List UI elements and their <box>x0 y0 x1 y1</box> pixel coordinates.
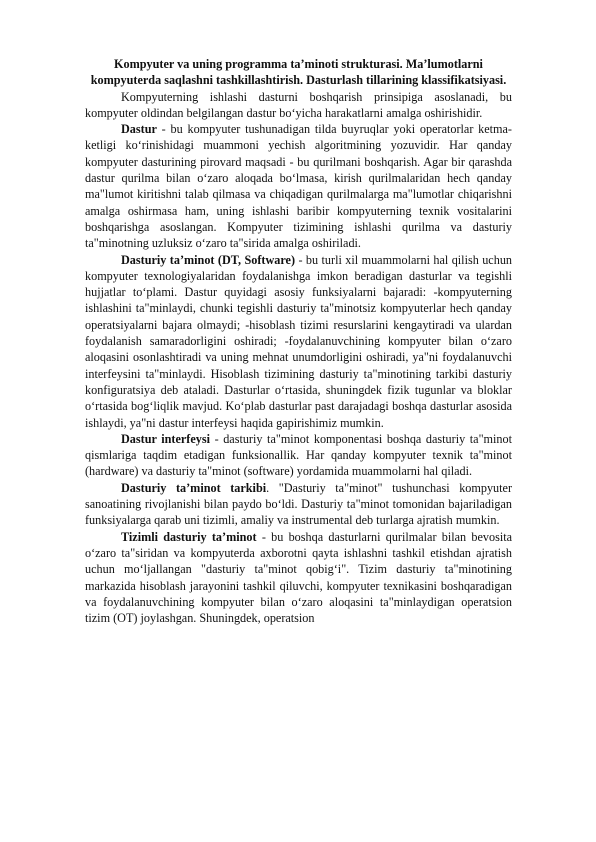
paragraph-text: . "Dasturiy ta"minot" tushunchasi kompyuter sanoatining rivojlanishi bilan paydo bo‘ldi. Dasturiy ta"minot tomonidan bajariladigan funksiyalarga qarab uni tizimli, amaliy va instrumental deb turlarga ajratish mumkin. <box>85 480 513 528</box>
paragraph-text: - bu turli xil muammolarni hal qilish uchun kompyuter texnologiyalaridan foydalanishga imkon beradigan dasturlar va tegishli hujjatlar to‘plami. Dastur quyidagi asosiy funksiyalarni bajaradi: -kompyuterning ishlashini ta"minlaydi, chunki tegishli dasturiy ta"minotsiz kompyuterlar hech qanday operatsiyalarni bajara olmaydi; -hisoblash tizimi resurslarini kengaytiradi va ulardan foydalanish samaradorligini oshiradi; -foydalanuvchining kompyuter bilan o‘zaro aloqasini osonlashtiradi va uning mehnat unumdorligini oshiradi, ya"ni foydalanuvchi interfeysini ta"minlaydi. Hisoblash tizimining dasturiy ta"minotining tarkibi dasturiy konfiguratsiya deb ataladi. Dasturlar o‘rtasida, shuningdek fizik tugunlar va bloklar o‘rtasida bog‘liqlik mavjud. Ko‘plab dasturlar past darajadagi boshqa dasturlar asosida ishlaydi, ya"ni dastur interfeysi haqida gapirishimiz mumkin. <box>85 252 513 430</box>
paragraph-term: Dasturiy ta’minot (DT, Software) <box>121 252 296 267</box>
paragraph-text: - dasturiy ta"minot komponentasi boshqa dasturiy ta"minot qismlariga taqdim etadigan funksionallik. Har qanday kompyuter texnik ta"minot (hardware) va dasturiy ta"minot (software) yordamida muammolarni hal qiladi. <box>85 431 512 479</box>
paragraph-text: - bu boshqa dasturlarni qurilmalar bilan bevosita o‘zaro ta"siridan va kompyuterda axborotni qayta ishlashni tashkil etishdan ajratish uchun mo‘ljallangan "dasturiy ta"minot qobig‘i". Tizim dasturiy ta"minotining markazida hisoblash jarayonini tashkil qiluvchi, kompyuter texnikasini boshqaradigan va foydalanuvchining kompyuter bilan o‘zaro aloqasini ta"minlaydigan operatsion tizim (OT) joylashgan. Shuningdek, operatsion <box>85 529 512 626</box>
paragraph-tizimli-dasturiy-taminot <box>85 529 512 627</box>
paragraph-dasturiy-taminot-tarkibi <box>85 480 512 529</box>
paragraph-text: Kompyuterning ishlashi dasturni boshqarish prinsipiga asoslanadi, bu kompyuter oldindan belgilangan dastur bo‘yicha harakatlarni amalga oshirishidir. <box>85 89 512 120</box>
paragraph-term: Dastur interfeysi <box>121 431 210 446</box>
document-title: Kompyuter va uning programma ta’minoti strukturasi. Ma’lumotlarni kompyuterda saqlashni tashkillashtirish. Dasturlash tillarining klassifikatsiyasi. <box>90 57 507 88</box>
paragraph-term: Dasturiy ta’minot tarkibi <box>121 480 267 495</box>
paragraph-dastur <box>85 121 512 251</box>
paragraph-dastur-interfeysi <box>85 431 512 480</box>
paragraph-term: Tizimli dasturiy ta’minot <box>121 529 257 544</box>
paragraph-text: - bu kompyuter tushunadigan tilda buyruqlar yoki operatorlar ketma-ketligi ko‘rinishidagi muammoni yechish algoritmining yozuvidir. Har qanday kompyuter dasturining pirovard maqsadi - bu qurilmani boshqarish. Agar bir qarashda dastur qurilma bilan o‘zaro aloqada bo‘lmasa, kirish qurilmalaridan hech qanday ma"lumot kiritishni talab qilmasa va chiqadigan qurilmalarga ma"lumotlar chiqarishni amalga oshirmasa ham, uning ishlashi baribir kompyuterning texnik vositalarini boshqarishga asoslangan. Kompyuter tizimining ishlashi qurilma va dasturiy ta"minotning uzluksiz o‘zaro ta"sirida amalga oshiriladi. <box>85 122 512 251</box>
paragraph-intro <box>85 89 512 122</box>
paragraph-dasturiy-taminot <box>85 252 512 431</box>
paragraph-term: Dastur <box>121 122 157 137</box>
